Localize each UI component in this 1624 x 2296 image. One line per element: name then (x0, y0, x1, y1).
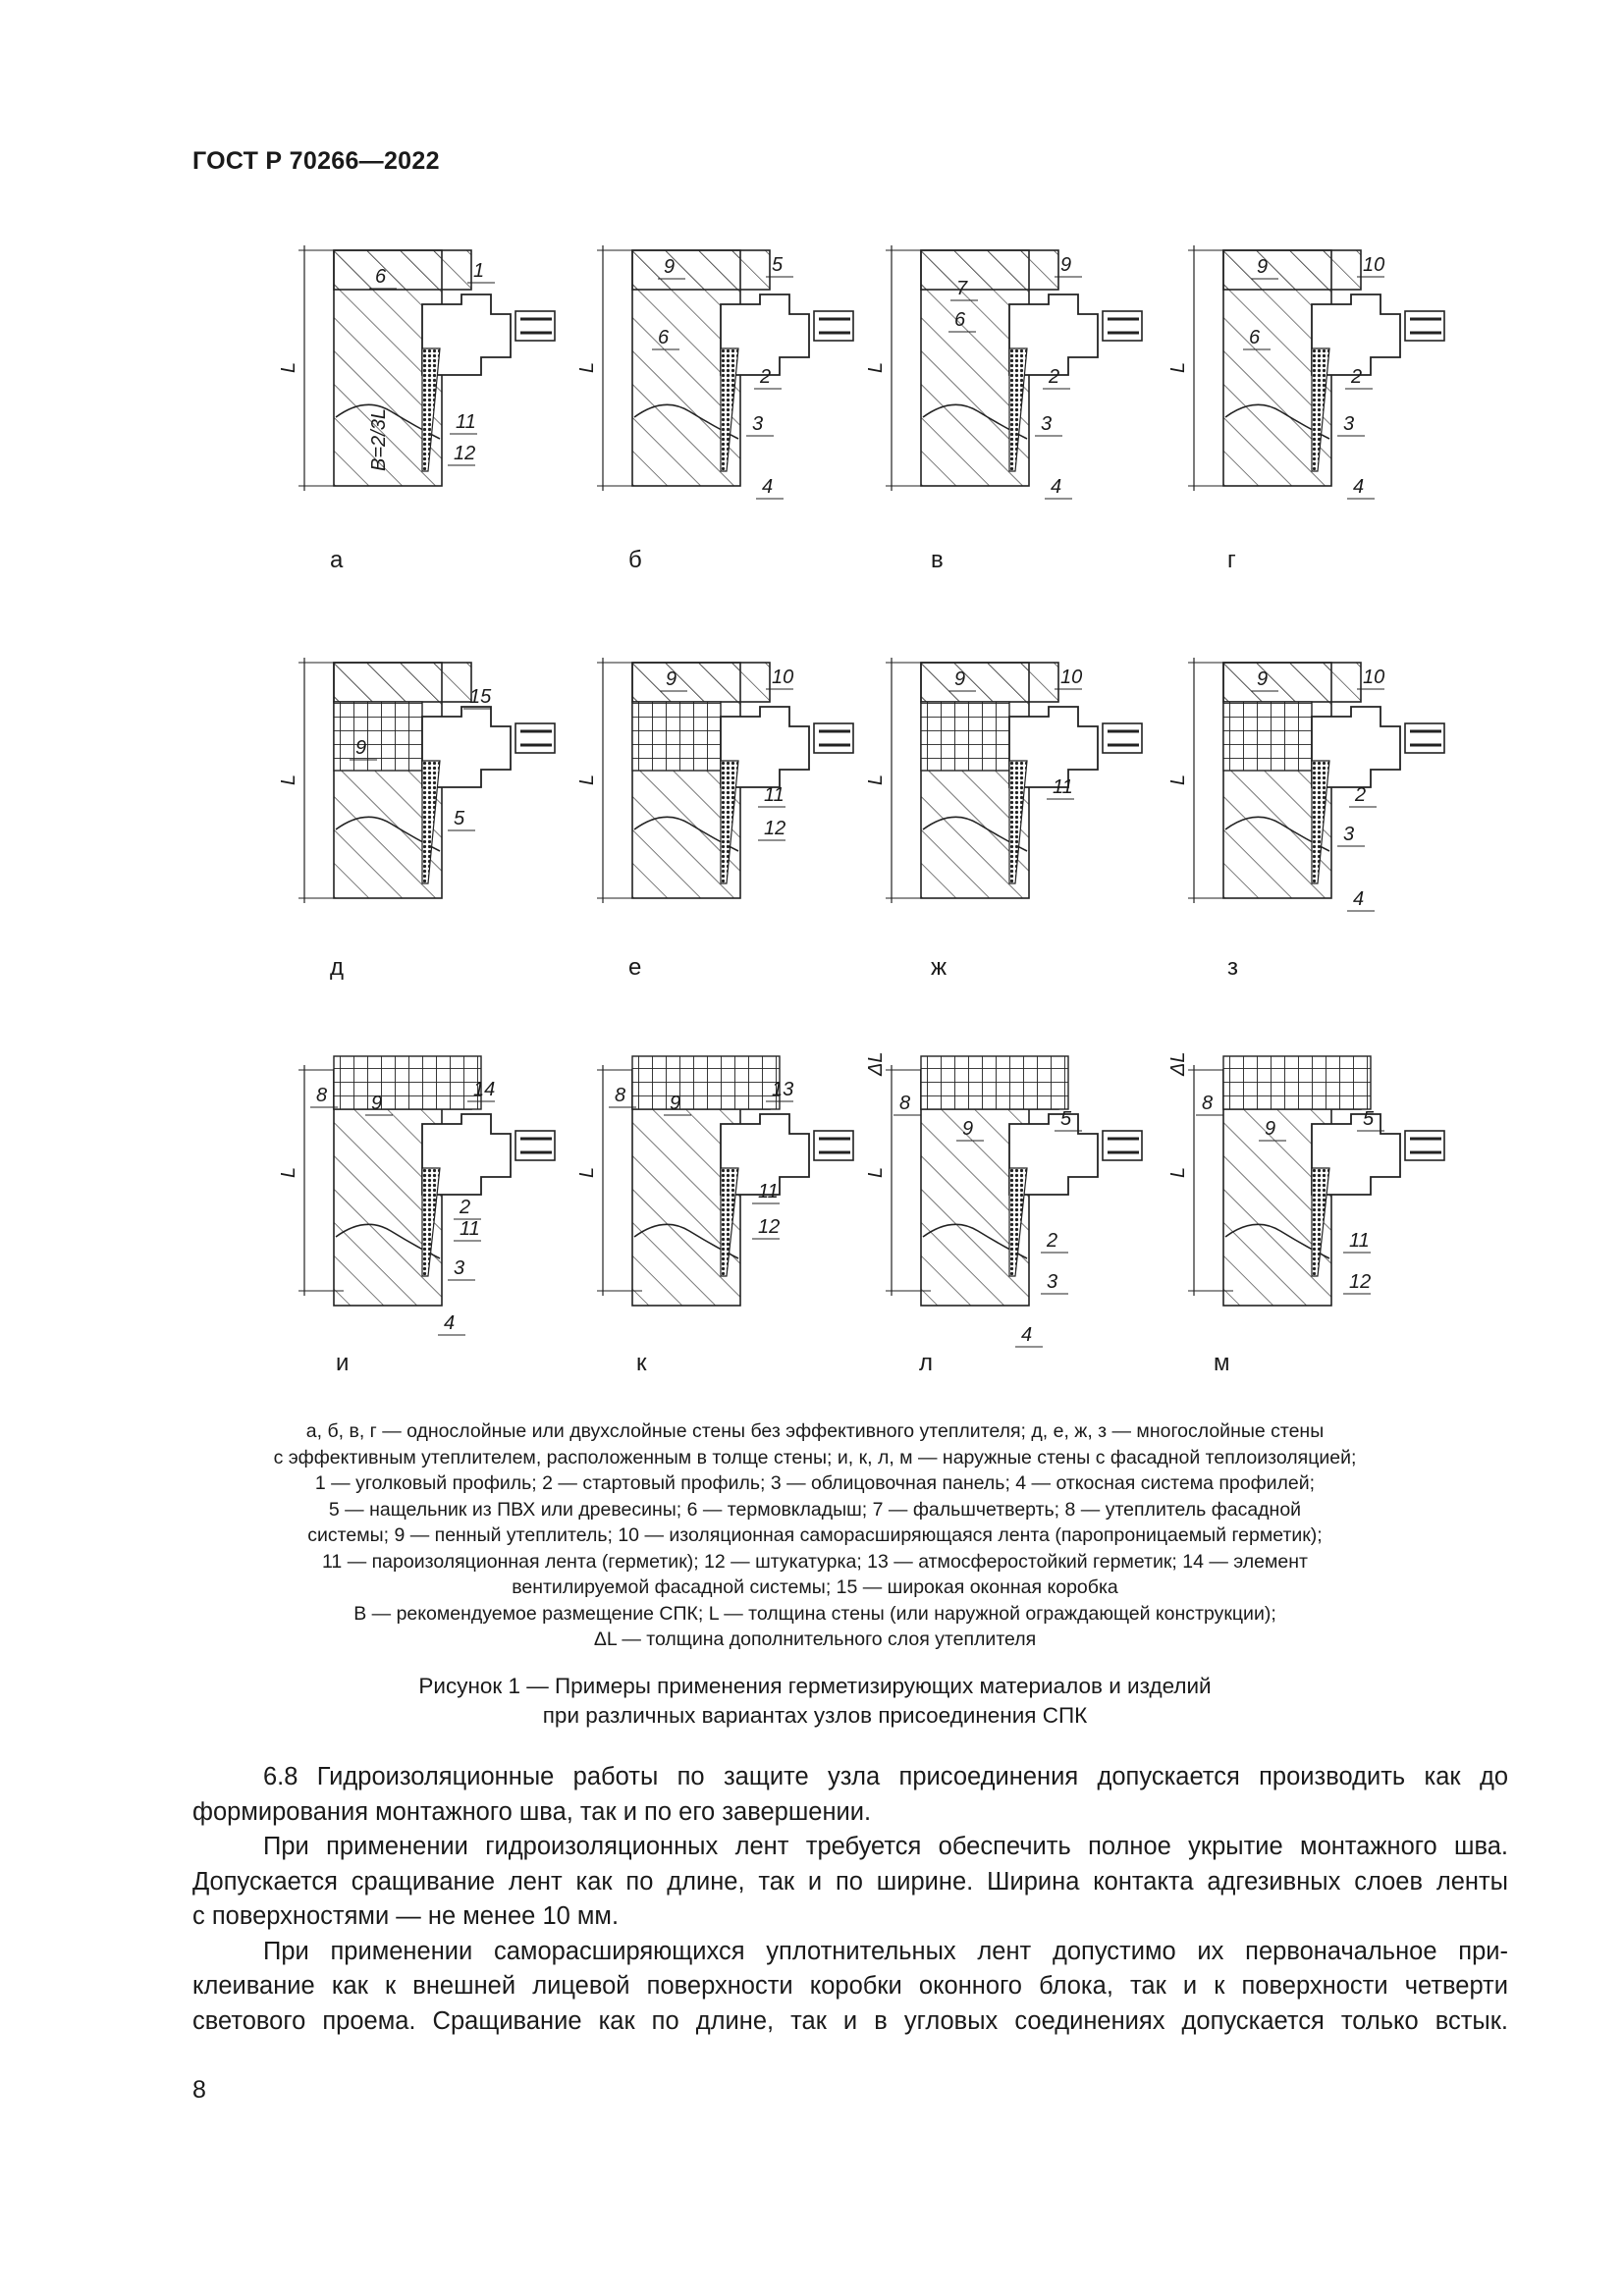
lintel-section (632, 663, 770, 702)
callout-number: 11 (758, 1181, 779, 1202)
dimension-label: L (576, 361, 598, 373)
legend-line: с эффективным утеплителем, расположенным в толще стены; и, к, л, м — наружные стены с фасадной теплоизоляцией; (273, 1446, 1357, 1468)
callout-number: 9 (1060, 254, 1072, 276)
lintel-section (334, 663, 471, 702)
dimension-label: L (576, 774, 598, 785)
panel-letter: в (931, 547, 944, 573)
dimension-label: В=2/3L (368, 408, 390, 471)
figure-panel-d (278, 648, 579, 1021)
glazing-unit (515, 311, 555, 341)
figure-caption (177, 1672, 1453, 1731)
callout-number: 6 (1249, 327, 1261, 348)
legend-line: системы; 9 — пенный утеплитель; 10 — изоляционная саморасширяющаяся лента (паропроницаемый герметик); (307, 1524, 1323, 1546)
dimension-label: L (278, 774, 299, 785)
panel-letter: ж (931, 954, 947, 981)
facade-insulation (632, 1056, 780, 1109)
text-line: Допускается сращивание лент как по длине, так и по ширине. Ширина контакта адгезивных слоев ленты (192, 1867, 1508, 1896)
figure-panel-g (1167, 236, 1469, 609)
callout-number: 8 (899, 1093, 911, 1114)
paragraph (192, 1935, 1508, 1970)
construction-node-drawing (278, 1041, 579, 1414)
callout-number: 3 (1343, 824, 1355, 845)
callout-number: 9 (1257, 256, 1269, 278)
figure-panel-l (865, 1041, 1166, 1414)
callout-number: 10 (772, 667, 794, 688)
callout-number: 5 (1060, 1108, 1072, 1130)
facade-insulation (1223, 1056, 1371, 1109)
insulation-layer (334, 702, 422, 771)
facade-insulation (334, 1056, 481, 1109)
text-line: При применении саморасширяющихся уплотнительных лент допустимо их первоначальное при- (263, 1937, 1508, 1965)
panel-letter: м (1214, 1350, 1230, 1376)
construction-node-drawing (865, 1041, 1166, 1414)
body-text (192, 1760, 1508, 2039)
panel-letter: е (628, 954, 642, 981)
text-line: При применении гидроизоляционных лент требуется обеспечить полное укрытие монтажного шва. (263, 1833, 1508, 1860)
text-line: 6.8 Гидроизоляционные работы по защите узла присоединения допускается производить как до (263, 1763, 1508, 1790)
figure-panel-z (1167, 648, 1469, 1021)
dimension-label: L (865, 361, 887, 373)
figure-legend (177, 1418, 1453, 1653)
glazing-unit (814, 723, 853, 753)
lintel-section (921, 250, 1058, 290)
callout-number: 7 (956, 278, 968, 299)
document-header: ГОСТ Р 70266—2022 (192, 147, 440, 175)
callout-number: 1 (473, 260, 485, 282)
legend-line: вентилируемой фасадной системы; 15 — широкая оконная коробка (512, 1576, 1118, 1598)
dimension-label: L (278, 1166, 299, 1178)
panel-letter: г (1227, 547, 1236, 573)
callout-number: 12 (758, 1216, 781, 1238)
text-line: формирования монтажного шва, так и по его завершении. (192, 1797, 872, 1826)
callout-number: 10 (1363, 667, 1385, 688)
callout-number: 8 (316, 1085, 328, 1106)
callout-number: 4 (444, 1312, 456, 1334)
figure-panel-zh (865, 648, 1166, 1021)
construction-node-drawing (278, 648, 579, 1021)
glazing-unit (1103, 1131, 1142, 1160)
construction-node-drawing (576, 236, 878, 609)
dimension-label: ΔL (1167, 1051, 1189, 1076)
callout-number: 2 (1047, 1230, 1058, 1252)
callout-number: 11 (1349, 1230, 1370, 1252)
insulation-layer (1223, 702, 1312, 771)
dimension-label: ΔL (865, 1051, 887, 1076)
dimension-label: L (1167, 774, 1189, 785)
callout-number: 8 (1202, 1093, 1214, 1114)
callout-number: 4 (762, 476, 774, 498)
lintel-section (632, 250, 770, 290)
legend-line: 11 — пароизоляционная лента (герметик); 12 — штукатурка; 13 — атмосферостойкий герметик; 14 — элемент (322, 1550, 1308, 1573)
callout-number: 9 (1257, 668, 1269, 690)
dimension-label: L (1167, 361, 1189, 373)
callout-number: 3 (1343, 413, 1355, 435)
callout-number: 9 (666, 668, 677, 690)
caption-line: при различных вариантах узлов присоединения СПК (542, 1703, 1088, 1728)
dimension-label: L (865, 1166, 887, 1178)
panel-letter: и (336, 1350, 350, 1376)
facade-insulation (921, 1056, 1068, 1109)
callout-number: 5 (1363, 1108, 1375, 1130)
lintel-section (1223, 663, 1361, 702)
legend-line: 5 — нащельник из ПВХ или древесины; 6 — термовкладыш; 7 — фальшчетверть; 8 — утеплитель фасадной (328, 1498, 1302, 1521)
glazing-unit (515, 723, 555, 753)
callout-number: 11 (456, 411, 476, 433)
text-line: с поверхностями — не менее 10 мм. (192, 1902, 620, 1930)
caption-line: Рисунок 1 — Примеры применения герметизирующих материалов и изделий (418, 1674, 1212, 1698)
callout-number: 9 (355, 737, 367, 759)
callout-number: 12 (1349, 1271, 1372, 1293)
callout-number: 4 (1353, 476, 1365, 498)
dimension-label: L (576, 1166, 598, 1178)
callout-number: 3 (1047, 1271, 1058, 1293)
callout-number: 9 (962, 1118, 974, 1140)
callout-number: 11 (1053, 776, 1073, 798)
callout-number: 11 (764, 784, 785, 806)
callout-number: 3 (752, 413, 764, 435)
callout-number: 9 (371, 1093, 383, 1114)
dimension-label: L (865, 774, 887, 785)
panel-letter: л (919, 1350, 934, 1376)
callout-number: 6 (658, 327, 670, 348)
construction-node-drawing (576, 1041, 878, 1414)
callout-number: 12 (764, 818, 786, 839)
dimension-label: L (278, 361, 299, 373)
callout-number: 10 (1363, 254, 1385, 276)
insulation-layer (632, 702, 721, 771)
glazing-unit (515, 1131, 555, 1160)
text-line: клеивание как к внешней лицевой поверхности коробки оконного блока, так и к поверхности четверти (192, 1972, 1508, 2000)
callout-number: 5 (454, 808, 465, 829)
figure-panel-b (576, 236, 878, 609)
callout-number: 14 (473, 1079, 496, 1100)
insulation-layer (921, 702, 1009, 771)
callout-number: 12 (454, 443, 476, 464)
callout-number: 2 (1049, 366, 1060, 388)
lintel-section (334, 250, 471, 290)
paragraph (192, 1760, 1508, 1795)
callout-number: 9 (1265, 1118, 1276, 1140)
glazing-unit (1103, 723, 1142, 753)
callout-number: 4 (1051, 476, 1062, 498)
callout-number: 15 (469, 686, 492, 708)
callout-number: 8 (615, 1085, 626, 1106)
legend-line: B — рекомендуемое размещение СПК; L — толщина стены (или наружной ограждающей конструкции); (353, 1602, 1276, 1625)
callout-number: 6 (954, 309, 966, 331)
legend-line: а, б, в, г — однослойные или двухслойные стены без эффективного утеплителя; д, е, ж, з — многослойные стены (305, 1420, 1325, 1442)
lintel-section (1223, 250, 1361, 290)
callout-number: 5 (772, 254, 784, 276)
callout-number: 9 (664, 256, 676, 278)
callout-number: 13 (772, 1079, 794, 1100)
dimension-label: L (1167, 1166, 1189, 1178)
panel-letter: а (330, 547, 344, 573)
glazing-unit (1405, 723, 1444, 753)
callout-number: 3 (1041, 413, 1053, 435)
callout-number: 9 (954, 668, 966, 690)
callout-number: 6 (375, 266, 387, 288)
glazing-unit (814, 1131, 853, 1160)
callout-number: 10 (1060, 667, 1083, 688)
callout-number: 3 (454, 1257, 465, 1279)
callout-number: 2 (460, 1197, 471, 1218)
callout-number: 2 (760, 366, 772, 388)
lintel-section (921, 663, 1058, 702)
legend-line: 1 — уголковый профиль; 2 — стартовый профиль; 3 — облицовочная панель; 4 — откосная система профилей; (314, 1472, 1316, 1494)
construction-node-drawing (865, 236, 1166, 609)
callout-number: 11 (460, 1218, 480, 1240)
construction-node-drawing (278, 236, 579, 609)
paragraph (192, 1830, 1508, 1865)
callout-number: 4 (1353, 888, 1365, 910)
figure-panel-i (278, 1041, 579, 1414)
glazing-unit (814, 311, 853, 341)
text-line: светового проема. Сращивание как по длине, так и в угловых соединениях допускается только встык. (192, 2006, 1508, 2035)
figure-panel-e (576, 648, 878, 1021)
callout-number: 9 (670, 1093, 681, 1114)
figure-panel-a (278, 236, 579, 609)
construction-node-drawing (865, 648, 1166, 1021)
figure-panel-k (576, 1041, 878, 1414)
callout-number: 4 (1021, 1324, 1033, 1346)
glazing-unit (1405, 311, 1444, 341)
construction-node-drawing (1167, 648, 1469, 1021)
construction-node-drawing (576, 648, 878, 1021)
panel-letter: б (628, 547, 642, 573)
glazing-unit (1405, 1131, 1444, 1160)
figure-panel-v (865, 236, 1166, 609)
panel-letter: з (1227, 954, 1239, 981)
construction-node-drawing (1167, 236, 1469, 609)
page-number: 8 (192, 2076, 206, 2104)
panel-letter: к (636, 1350, 647, 1376)
panel-letter: д (330, 954, 345, 981)
glazing-unit (1103, 311, 1142, 341)
callout-number: 2 (1351, 366, 1363, 388)
callout-number: 2 (1355, 784, 1367, 806)
legend-line: ΔL — толщина дополнительного слоя утеплителя (593, 1629, 1037, 1650)
